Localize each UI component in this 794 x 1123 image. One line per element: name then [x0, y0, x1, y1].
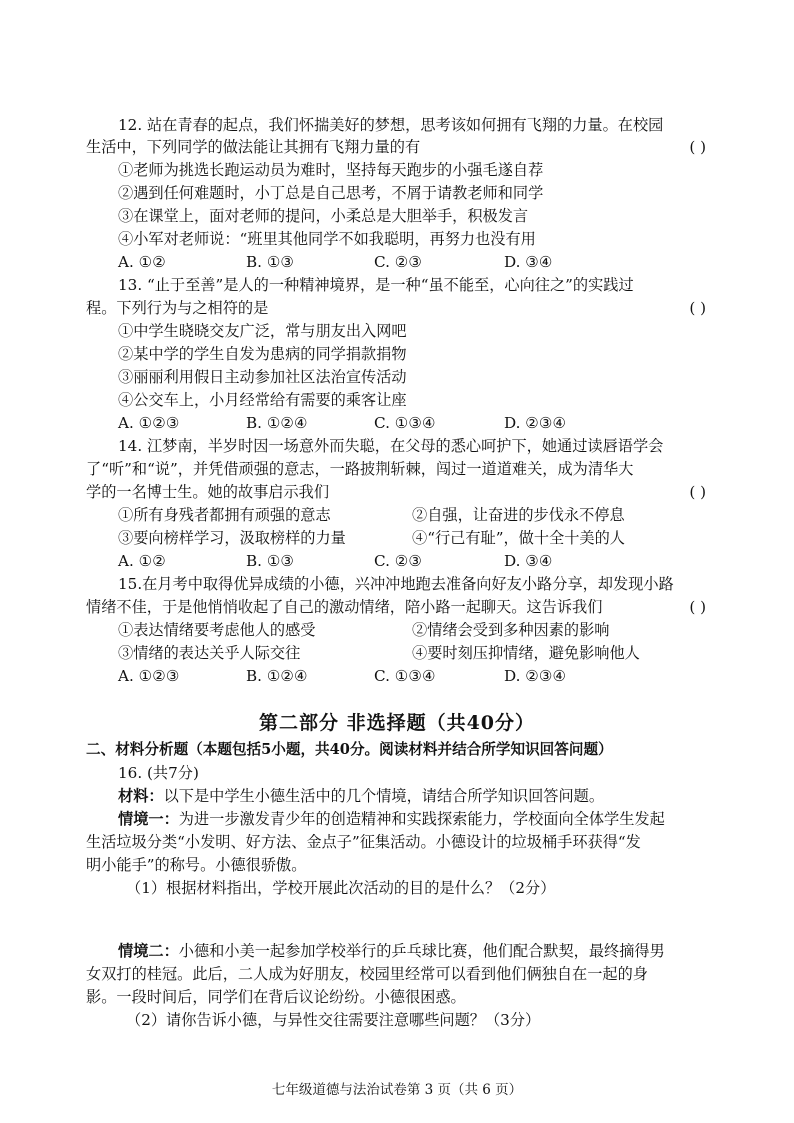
q14-statement-2: ②自强，让奋进的步伐永不停息	[412, 506, 625, 524]
q12-options	[118, 251, 706, 273]
q16-material	[118, 785, 706, 807]
q15-statements-row-1	[118, 619, 706, 641]
q14-stem-line-1: 14. 江梦南，半岁时因一场意外而失聪，在父母的悉心呵护下，她通过读唇语学会	[118, 437, 664, 455]
q15-option-d: D. ②③④	[504, 667, 567, 685]
q15-option-b: B. ①②④	[246, 667, 308, 685]
q15-stem-line-1: 15.在月考中取得优异成绩的小德，兴冲冲地跑去准备向好友小路分享，却发现小路	[118, 575, 674, 593]
q12-stem-line-1: 12. 站在青春的起点，我们怀揣美好的梦想，思考该如何拥有飞翔的力量。在校园	[118, 116, 664, 134]
q15-options	[118, 665, 706, 687]
q12-option-c: C. ②③	[374, 253, 422, 271]
scenario2-line-2: 女双打的桂冠。此后，二人成为好朋友，校园里经常可以看到他们俩独自在一起的身	[86, 965, 648, 983]
page-footer: 七年级道德与法治试卷第 3 页（共 6 页）	[271, 1082, 523, 1098]
q15-option-a: A. ①②③	[118, 667, 180, 685]
q15-answer-paren: ( )	[689, 598, 706, 616]
q14-statements-row-1	[118, 504, 706, 526]
q13-statement-2: ②某中学的学生自发为患病的同学捐款捐物	[118, 345, 407, 363]
q15-stem-line-2: 情绪不佳，于是他悄悄收起了自己的激动情绪，陪小路一起聊天。这告诉我们	[86, 598, 603, 616]
q14-option-b: B. ①③	[246, 552, 295, 570]
q16-heading: 16. (共7分)	[118, 764, 199, 782]
q15-statements-row-2	[118, 642, 706, 664]
q12-statement-1: ①老师为挑选长跑运动员为难时，坚持每天跑步的小强毛遂自荐	[118, 161, 544, 179]
q13-answer-paren: ( )	[689, 299, 706, 317]
scenario2-line-1	[118, 940, 706, 962]
q15-statement-2: ②情绪会受到多种因素的影响	[412, 621, 610, 639]
q14-option-a: A. ①②	[118, 552, 166, 570]
q14-option-c: C. ②③	[374, 552, 422, 570]
q13-option-d: D. ②③④	[504, 414, 567, 432]
q12-option-a: A. ①②	[118, 253, 166, 271]
q13-stem-line-2: 程。下列行为与之相符的是	[86, 299, 269, 317]
scenario2-line-3: 影。一段时间后，同学们在背后议论纷纷。小德很困惑。	[86, 988, 466, 1006]
scenario1-text-1: 为进一步激发青少年的创造精神和实践探索能力，学校面向全体学生发起	[178, 810, 665, 828]
q15-statement-4: ④要时刻压抑情绪，避免影响他人	[412, 644, 640, 662]
q13-option-b: B. ①②④	[246, 414, 308, 432]
q13-stem-line-1: 13. “止于至善”是人的一种精神境界，是一种“虽不能至，心向往之”的实践过	[118, 276, 634, 294]
scenario1-line-2: 生活垃圾分类“小发明、好方法、金点子”征集活动。小德设计的垃圾桶手环获得“发	[86, 833, 641, 851]
q16-subquestion-2: （2）请你告诉小德，与异性交往需要注意哪些问题？（3分）	[126, 1011, 541, 1029]
q12-statement-3: ③在课堂上，面对老师的提问，小柔总是大胆举手，积极发言	[118, 207, 529, 225]
q14-options	[118, 550, 706, 572]
material-label: 材料：	[118, 787, 164, 805]
scenario1-line-1	[118, 808, 706, 830]
q13-statement-3: ③丽丽利用假日主动参加社区法治宣传活动	[118, 368, 407, 386]
q15-statement-3: ③情绪的表达关乎人际交往	[118, 644, 301, 662]
scenario1-label: 情境一：	[118, 810, 179, 828]
q14-stem-line-2: 了“听”和“说”，并凭借顽强的意志，一路披荆斩棘，闯过一道道难关，成为清华大	[86, 460, 634, 478]
q13-options	[118, 412, 706, 434]
scenario2-text-1: 小德和小美一起参加学校举行的乒乓球比赛，他们配合默契，最终摘得男	[178, 942, 665, 960]
q14-statement-1: ①所有身残者都拥有顽强的意志	[118, 506, 331, 524]
part2-title: 第二部分 非选择题（共40分）	[258, 712, 536, 734]
q14-answer-paren: ( )	[689, 483, 706, 501]
q12-option-b: B. ①③	[246, 253, 295, 271]
q14-option-d: D. ③④	[504, 552, 553, 570]
q16-subquestion-1: （1）根据材料指出，学校开展此次活动的目的是什么？（2分）	[126, 879, 556, 897]
q12-statement-4: ④小军对老师说：“班里其他同学不如我聪明，再努力也没有用	[118, 230, 536, 248]
q13-statement-1: ①中学生晓晓交友广泛，常与朋友出入网吧	[118, 322, 407, 340]
q12-answer-paren: ( )	[689, 138, 706, 156]
q15-statement-1: ①表达情绪要考虑他人的感受	[118, 621, 316, 639]
q14-statement-3: ③要向榜样学习，汲取榜样的力量	[118, 529, 346, 547]
q14-statement-4: ④“行己有耻”，做十全十美的人	[412, 529, 625, 547]
q13-statement-4: ④公交车上，小月经常给有需要的乘客让座	[118, 391, 407, 409]
q14-stem-line-3: 学的一名博士生。她的故事启示我们	[86, 483, 329, 501]
q12-stem-line-2: 生活中，下列同学的做法能让其拥有飞翔力量的有	[86, 138, 421, 156]
q12-option-d: D. ③④	[504, 253, 553, 271]
q13-option-a: A. ①②③	[118, 414, 180, 432]
q12-statement-2: ②遇到任何难题时，小丁总是自己思考，不屑于请教老师和同学	[118, 184, 544, 202]
q14-statements-row-2	[118, 527, 706, 549]
material-text: 以下是中学生小德生活中的几个情境，请结合所学知识回答问题。	[163, 787, 604, 805]
scenario1-line-3: 明小能手”的称号。小德很骄傲。	[86, 856, 307, 874]
q15-option-c: C. ①③④	[374, 667, 436, 685]
section-heading: 二、材料分析题（本题包括5小题，共40分。阅读材料并结合所学知识回答问题）	[86, 741, 613, 758]
scenario2-label: 情境二：	[118, 942, 179, 960]
q13-option-c: C. ①③④	[374, 414, 436, 432]
